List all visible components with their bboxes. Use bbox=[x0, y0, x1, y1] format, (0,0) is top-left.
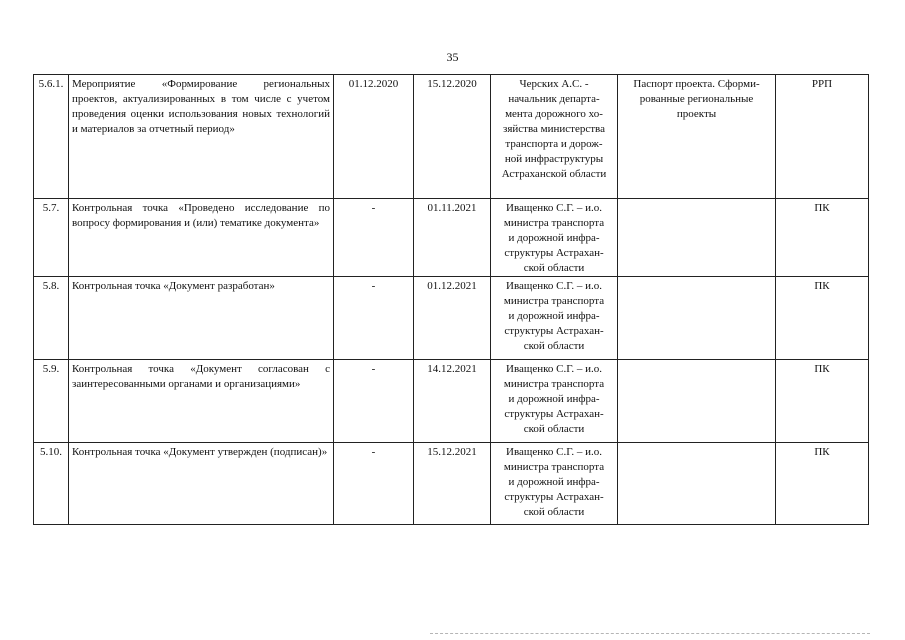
responsible-line: Иващенко С.Г. – и.о. bbox=[506, 363, 602, 375]
row-name: Мероприятие «Формирование региональных проектов, актуализированных в том числе с учетом проведения оценки использования новых технологий и материалов за отчетный период» bbox=[69, 75, 334, 199]
responsible-line: и дорожной инфра- bbox=[508, 310, 600, 322]
row-result bbox=[618, 360, 776, 443]
responsible-line: структуры Астрахан- bbox=[504, 491, 604, 503]
row-result bbox=[618, 443, 776, 525]
page-number: 35 bbox=[446, 50, 459, 64]
responsible-line: зяйства министерства bbox=[503, 123, 605, 135]
row-number: 5.8. bbox=[34, 277, 69, 360]
row-end-date: 01.11.2021 bbox=[414, 199, 491, 277]
responsible-line: ской области bbox=[523, 262, 585, 274]
responsible-line: министра транспорта bbox=[503, 217, 605, 229]
responsible-line: министра транспорта bbox=[503, 461, 605, 473]
row-name: Контрольная точка «Документ согласован с заинтересованными органами и организациями» bbox=[69, 360, 334, 443]
responsible-line: министра транспорта bbox=[503, 295, 605, 307]
row-number: 5.9. bbox=[34, 360, 69, 443]
responsible-line: и дорожной инфра- bbox=[508, 393, 600, 405]
responsible-line: ской области bbox=[523, 340, 585, 352]
responsible-line: мента дорожного хо- bbox=[505, 108, 603, 120]
responsible-line: структуры Астрахан- bbox=[504, 247, 604, 259]
responsible-line: Иващенко С.Г. – и.о. bbox=[506, 280, 602, 292]
result-line: Паспорт проекта. Сформи- bbox=[633, 78, 760, 90]
table-row bbox=[34, 277, 869, 360]
row-name: Контрольная точка «Проведено исследование по вопросу формирования и (или) тематике документа» bbox=[69, 199, 334, 277]
row-responsible bbox=[491, 443, 618, 525]
row-result bbox=[618, 75, 776, 199]
row-level: ПК bbox=[776, 360, 869, 443]
row-result bbox=[618, 277, 776, 360]
responsible-line: Иващенко С.Г. – и.о. bbox=[506, 202, 602, 214]
row-start-date: - bbox=[334, 443, 414, 525]
responsible-line: ской области bbox=[523, 423, 585, 435]
row-end-date: 15.12.2021 bbox=[414, 443, 491, 525]
row-start-date: - bbox=[334, 199, 414, 277]
responsible-line: и дорожной инфра- bbox=[508, 476, 600, 488]
result-line: рованные региональные bbox=[639, 93, 754, 105]
responsible-line: ской области bbox=[523, 506, 585, 518]
responsible-line: Черских А.С. - bbox=[519, 78, 589, 90]
row-end-date: 15.12.2020 bbox=[414, 75, 491, 199]
row-level: ПК bbox=[776, 277, 869, 360]
row-end-date: 14.12.2021 bbox=[414, 360, 491, 443]
row-level: ПК bbox=[776, 199, 869, 277]
row-start-date: - bbox=[334, 360, 414, 443]
row-level: РРП bbox=[776, 75, 869, 199]
row-responsible bbox=[491, 360, 618, 443]
row-start-date: 01.12.2020 bbox=[334, 75, 414, 199]
row-level: ПК bbox=[776, 443, 869, 525]
row-name: Контрольная точка «Документ разработан» bbox=[69, 277, 334, 360]
row-number: 5.6.1. bbox=[34, 75, 69, 199]
row-number: 5.10. bbox=[34, 443, 69, 525]
row-start-date: - bbox=[334, 277, 414, 360]
plan-table bbox=[33, 74, 869, 525]
row-number: 5.7. bbox=[34, 199, 69, 277]
responsible-line: Астраханской области bbox=[501, 168, 607, 180]
row-result bbox=[618, 199, 776, 277]
responsible-line: структуры Астрахан- bbox=[504, 408, 604, 420]
responsible-line: транспорта и дорож- bbox=[505, 138, 603, 150]
responsible-line: ной инфраструктуры bbox=[504, 153, 604, 165]
row-end-date: 01.12.2021 bbox=[414, 277, 491, 360]
responsible-line: Иващенко С.Г. – и.о. bbox=[506, 446, 602, 458]
scan-artifact-line bbox=[430, 633, 870, 636]
row-responsible bbox=[491, 75, 618, 199]
responsible-line: начальник департа- bbox=[508, 93, 600, 105]
table-row bbox=[34, 443, 869, 525]
row-responsible bbox=[491, 277, 618, 360]
row-name: Контрольная точка «Документ утвержден (подписан)» bbox=[69, 443, 334, 525]
table-row bbox=[34, 360, 869, 443]
row-responsible bbox=[491, 199, 618, 277]
responsible-line: министра транспорта bbox=[503, 378, 605, 390]
result-line: проекты bbox=[676, 108, 717, 120]
responsible-line: структуры Астрахан- bbox=[504, 325, 604, 337]
table-row bbox=[34, 199, 869, 277]
responsible-line: и дорожной инфра- bbox=[508, 232, 600, 244]
table-row bbox=[34, 75, 869, 199]
